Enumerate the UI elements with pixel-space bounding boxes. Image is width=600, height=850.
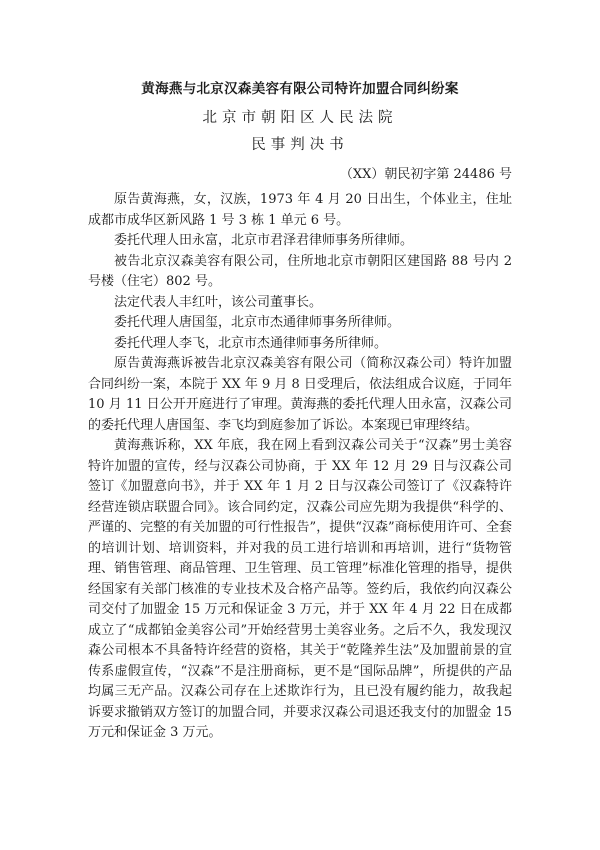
paragraph-plaintiff: 原告黄海燕，女，汉族，1973 年 4 月 20 日出生，个体业主，住址成都市成华区新风路 1 号 3 栋 1 单元 6 号。 (88, 192, 512, 228)
paragraph-plaintiff-claims: 黄海燕诉称，XX 年底，我在网上看到汉森公司关于“汉森”男士美容特许加盟的宣传，经与汉森公司协商，于 XX 年 12 月 29 日与汉森公司签订《加盟意向书》，并于 XX 年 1 月 2 日与汉森公司签订了《汉森特许经营连锁店联盟合同》。该合同约定，汉森公司应先期为我提供“科学的、严谨的、完整的有关加盟的可行性报告”，提供“汉森”商标使用许可、全套的培训计划、培训资料，并对我的员工进行培训和再培训，进行“货物管理、销售管理、商品管理、卫生管理、员工管理”标准化管理的指导，提供经国家有关部门核准的专业技术及合格产品等。签约后，我依约向汉森公司交付了加盟金 15 万元和保证金 3 万元，并于 XX 年 4 月 22 日在成都成立了“成都铂金美容公司”开始经营男士美容业务。之后不久，我发现汉森公司根本不具备特许经营的资格，其关于“乾隆养生法”及加盟前景的宣传系虚假宣传，“汉森”不是注册商标，更不是“国际品牌”，所提供的产品均属三无产品。汉森公司存在上述欺诈行为，且已没有履约能力，故我起诉要求撤销双方签订的加盟合同，并要求汉森公司退还我支付的加盟金 15 万元和保证金 3 万元。 (88, 438, 512, 740)
paragraph-defendant: 被告北京汉森美容有限公司，住所地北京市朝阳区建国路 88 号内 2 号楼（住宅）802 号。 (88, 253, 512, 289)
paragraph-legal-representative: 法定代表人丰红叶，该公司董事长。 (114, 294, 323, 310)
case-number: （XX）朝民初字第 24486 号 (339, 167, 512, 182)
paragraph-defendant-agent-1: 委托代理人唐国玺，北京市杰通律师事务所律师。 (114, 315, 401, 330)
paragraph-case-background: 原告黄海燕诉被告北京汉森美容有限公司（简称汉森公司）特许加盟合同纠纷一案，本院于 XX 年 9 月 8 日受理后，依法组成合议庭，于同年 10 月 11 日公开开庭进行了审理。黄海燕的委托代理人田永富，汉森公司的委托代理人唐国玺、李飞均到庭参加了诉讼。本案现已审理终结。 (88, 356, 512, 433)
paragraph-plaintiff-agent: 委托代理人田永富，北京市君泽君律师事务所律师。 (114, 233, 414, 248)
document-body (88, 190, 512, 744)
paragraph-defendant-agent-2: 委托代理人李飞，北京市杰通律师事务所律师。 (114, 335, 388, 351)
court-name: 北京市朝阳区人民法院 (202, 110, 398, 126)
document-title: 黄海燕与北京汉森美容有限公司特许加盟合同纠纷案 (141, 81, 459, 97)
document-type: 民事判决书 (251, 137, 349, 153)
